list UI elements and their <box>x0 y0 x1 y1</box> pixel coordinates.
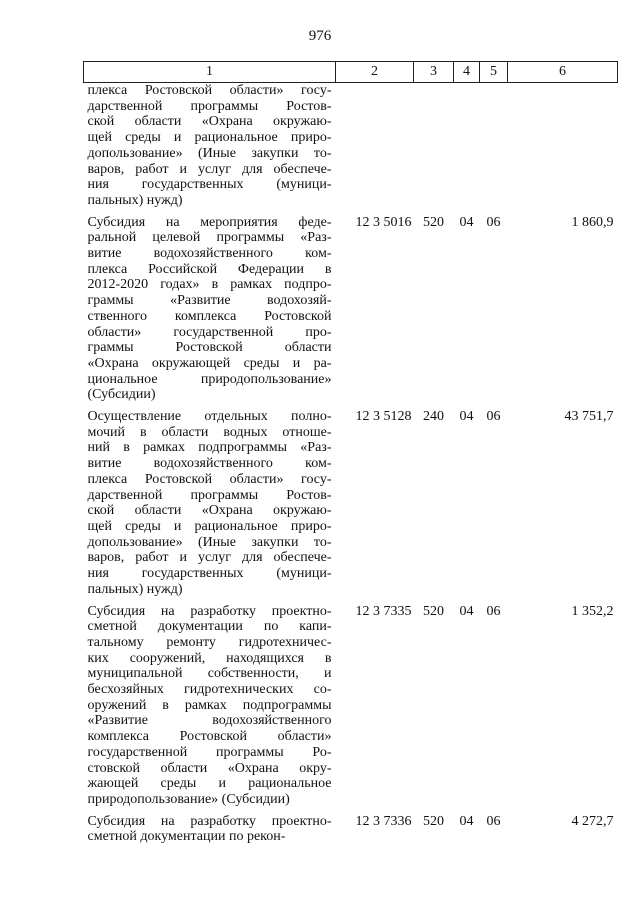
row-target-article: 12 3 5016 <box>355 214 412 230</box>
description-line: плекса Ростовской области» госу- <box>87 471 332 487</box>
description-line: жающей среды и рациональное <box>87 776 332 792</box>
description-line: витие водохозяйственного ком- <box>87 456 332 472</box>
description-line: щей среды и рациональное приро- <box>87 518 332 534</box>
table-header <box>84 62 618 83</box>
description-line: стовской области «Охрана окру- <box>87 760 332 776</box>
description-line: ской области «Охрана окружаю- <box>87 114 332 130</box>
row-amount: 1 352,2 <box>571 603 614 619</box>
description-line: 2012-2020 годах» в рамках подпро- <box>87 277 332 293</box>
header-col-6: 6 <box>508 62 618 83</box>
description-line: ральной целевой программы «Раз- <box>87 230 332 246</box>
header-col-2: 2 <box>336 62 414 83</box>
table-row <box>84 83 618 215</box>
description-line: тальному ремонту гидротехничес- <box>87 634 332 650</box>
description-line: природопользование» (Субсидии) <box>87 791 290 807</box>
header-col-1: 1 <box>84 62 336 83</box>
description-line: допользование» (Иные закупки то- <box>87 534 332 550</box>
description-line: плекса Ростовской области» госу- <box>87 83 332 98</box>
description-line: (Субсидии) <box>87 387 156 403</box>
row-description <box>84 83 336 215</box>
description-line: «Охрана окружающей среды и ра- <box>87 355 332 371</box>
row-expense-type <box>414 83 454 215</box>
row-expense-type: 520 <box>423 603 444 619</box>
row-section: 04 <box>459 813 474 829</box>
row-amount: 1 860,9 <box>571 214 614 230</box>
row-expense-type: 240 <box>423 409 444 425</box>
row-amount: 4 272,7 <box>571 813 614 829</box>
description-line: Субсидия на мероприятия феде- <box>87 214 332 230</box>
description-line: ственного комплекса Ростовской <box>87 308 332 324</box>
description-line: граммы «Развитие водохозяй- <box>87 293 332 309</box>
description-line: комплекса Ростовской области» <box>87 729 332 745</box>
description-line: пальных) нужд) <box>87 192 183 208</box>
description-line: Осуществление отдельных полно- <box>87 409 332 425</box>
description-line: «Развитие водохозяйственного <box>87 713 332 729</box>
row-description <box>84 604 336 814</box>
header-col-5: 5 <box>480 62 508 83</box>
row-subsection <box>480 83 508 215</box>
description-line: ния государственных (муници- <box>87 177 332 193</box>
budget-table <box>83 61 618 851</box>
description-line: дарственной программы Ростов- <box>87 98 332 114</box>
description-line: щей среды и рациональное приро- <box>87 130 332 146</box>
description-line: ской области «Охрана окружаю- <box>87 503 332 519</box>
row-section <box>454 83 480 215</box>
description-line: области» государственной про- <box>87 324 332 340</box>
description-line: сметной документации по капи- <box>87 619 332 635</box>
description-line: сметной документации по рекон- <box>87 829 286 845</box>
row-subsection: 06 <box>486 409 501 425</box>
table-row <box>84 814 618 851</box>
table-row <box>84 604 618 814</box>
description-line: допользование» (Иные закупки то- <box>87 145 332 161</box>
description-line: варов, работ и услуг для обеспече- <box>87 550 332 566</box>
row-subsection: 06 <box>486 603 501 619</box>
description-line: муниципальной собственности, и <box>87 666 332 682</box>
description-line: мочий в области водных отноше- <box>87 424 332 440</box>
page-number: 976 <box>308 28 332 44</box>
row-target-article: 12 3 5128 <box>355 409 412 425</box>
description-line: варов, работ и услуг для обеспече- <box>87 161 332 177</box>
row-subsection: 06 <box>486 214 501 230</box>
row-expense-type: 520 <box>423 813 444 829</box>
description-line: государственной программы Ро- <box>87 744 332 760</box>
description-line: Субсидия на разработку проектно- <box>87 603 332 619</box>
description-line: ния государственных (муници- <box>87 566 332 582</box>
description-line: Субсидия на разработку проектно- <box>87 813 332 829</box>
row-description <box>84 215 336 409</box>
table-row <box>84 215 618 409</box>
description-line: плекса Российской Федерации в <box>87 261 332 277</box>
table-row <box>84 409 618 603</box>
description-line: циональное природопользование» <box>87 371 332 387</box>
row-section: 04 <box>459 214 474 230</box>
row-description <box>84 409 336 603</box>
row-subsection: 06 <box>486 813 501 829</box>
row-amount: 43 751,7 <box>564 409 614 425</box>
row-section: 04 <box>459 409 474 425</box>
description-line: ний в рамках подпрограммы «Раз- <box>87 440 332 456</box>
description-line: пальных) нужд) <box>87 581 183 597</box>
row-amount <box>508 83 618 215</box>
description-line: бесхозяйных гидротехнических со- <box>87 682 332 698</box>
description-line: оружений в рамках подпрограммы <box>87 697 332 713</box>
description-line: граммы Ростовской области <box>87 340 332 356</box>
description-line: витие водохозяйственного ком- <box>87 246 332 262</box>
row-target-article: 12 3 7336 <box>355 813 412 829</box>
header-col-3: 3 <box>414 62 454 83</box>
description-line: дарственной программы Ростов- <box>87 487 332 503</box>
row-section: 04 <box>459 603 474 619</box>
header-col-4: 4 <box>454 62 480 83</box>
row-target-article <box>336 83 414 215</box>
row-description <box>84 814 336 851</box>
row-target-article: 12 3 7335 <box>355 603 412 619</box>
row-expense-type: 520 <box>423 214 444 230</box>
description-line: ких сооружений, находящихся в <box>87 650 332 666</box>
